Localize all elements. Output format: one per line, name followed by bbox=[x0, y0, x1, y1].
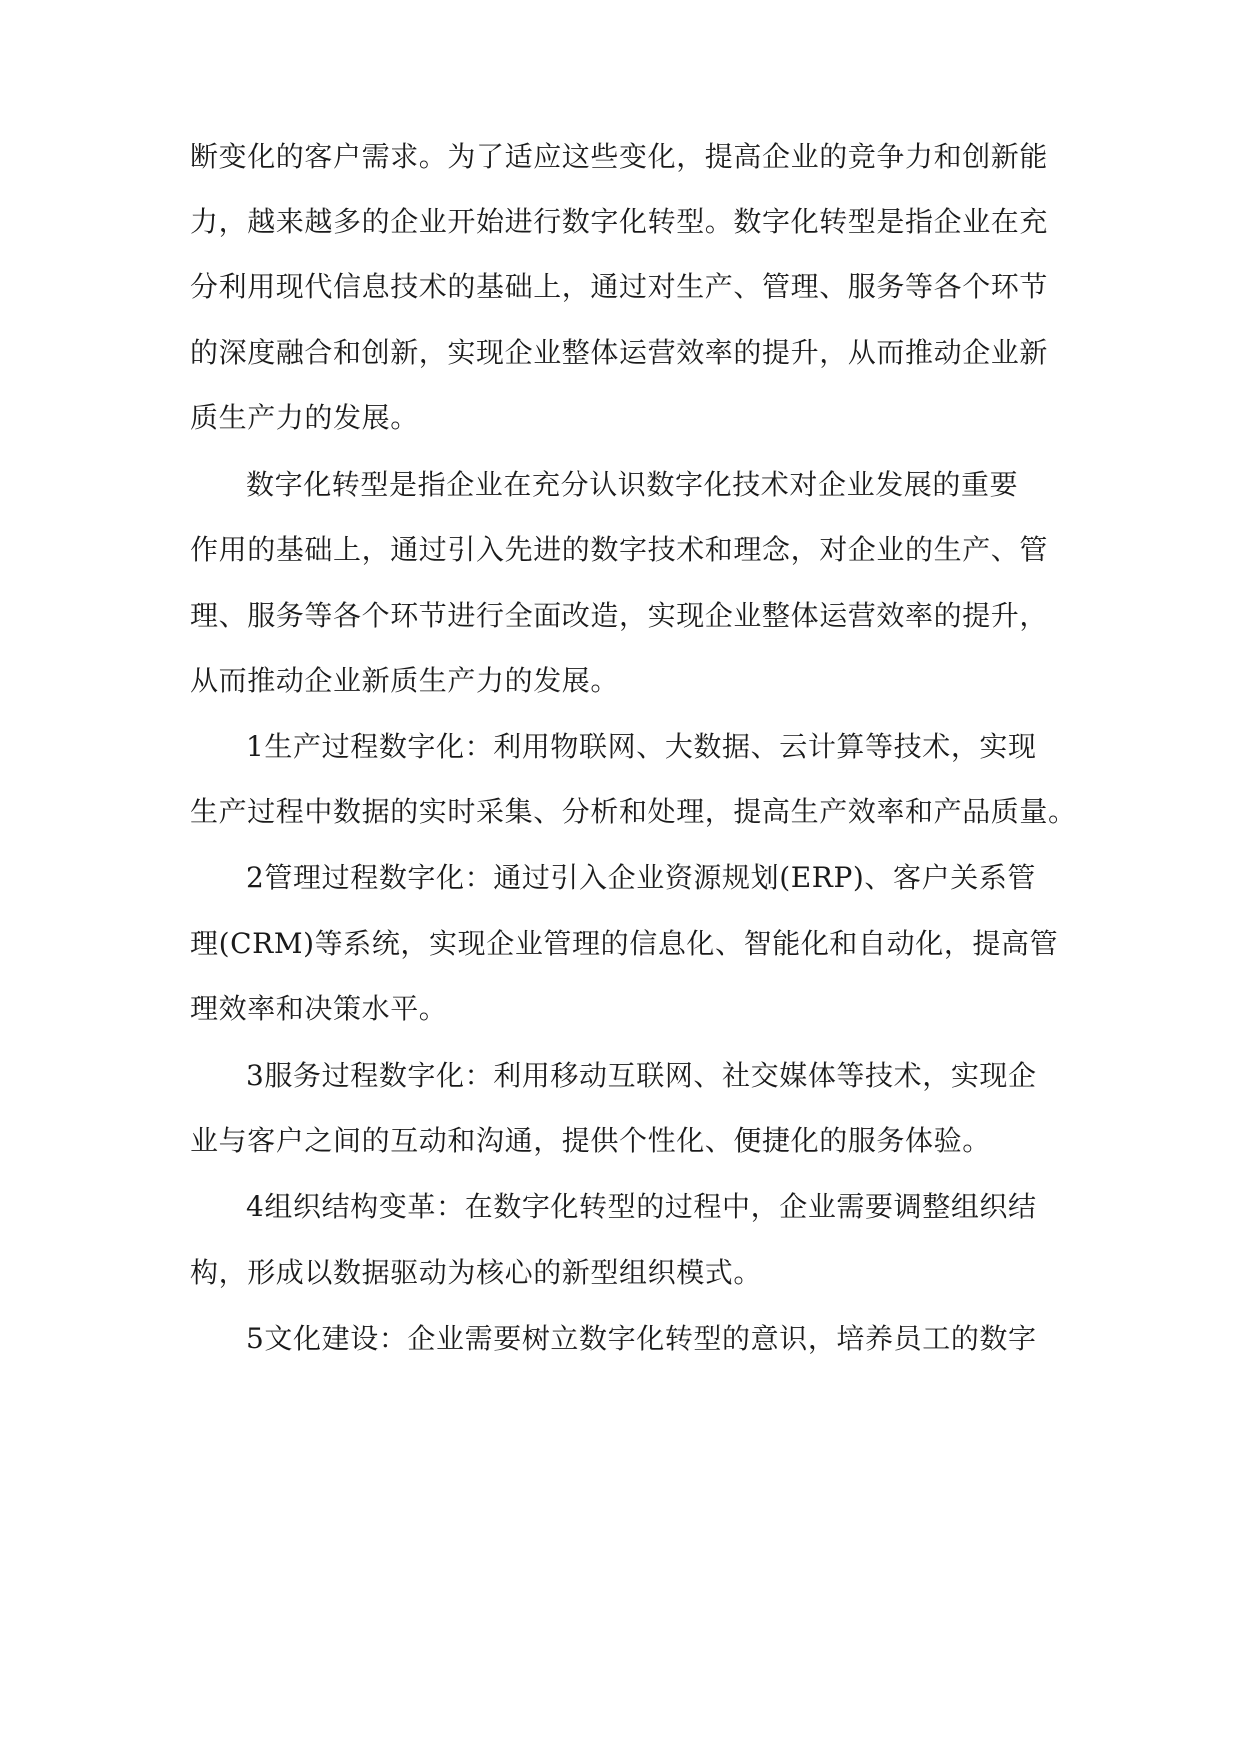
text-line: 的深度融合和创新，实现企业整体运营效率的提升，从而推动企业新 bbox=[190, 336, 1049, 369]
text-line: 质生产力的发展。 bbox=[190, 401, 419, 434]
text-line: 作用的基础上，通过引入先进的数字技术和理念，对企业的生产、管 bbox=[190, 533, 1049, 566]
text-line: 从而推动企业新质生产力的发展。 bbox=[190, 664, 620, 697]
text-line: 构，形成以数据驱动为核心的新型组织模式。 bbox=[190, 1256, 763, 1289]
text-line: 数字化转型是指企业在充分认识数字化技术对企业发展的重要 bbox=[246, 468, 1019, 501]
text-line: 业与客户之间的互动和沟通，提供个性化、便捷化的服务体验。 bbox=[190, 1124, 991, 1157]
text-line: 4组织结构变革：在数字化转型的过程中，企业需要调整组织结 bbox=[246, 1190, 1037, 1223]
text-line: 理效率和决策水平。 bbox=[190, 992, 448, 1025]
text-line: 3服务过程数字化：利用移动互联网、社交媒体等技术，实现企 bbox=[246, 1059, 1037, 1092]
text-line: 理、服务等各个环节进行全面改造，实现企业整体运营效率的提升， bbox=[190, 599, 1049, 632]
text-line: 5文化建设：企业需要树立数字化转型的意识，培养员工的数字 bbox=[246, 1322, 1037, 1355]
text-line: 力，越来越多的企业开始进行数字化转型。数字化转型是指企业在充 bbox=[190, 205, 1049, 238]
text-line: 断变化的客户需求。为了适应这些变化，提高企业的竞争力和创新能 bbox=[190, 140, 1049, 173]
text-line: 分利用现代信息技术的基础上，通过对生产、管理、服务等各个环节 bbox=[190, 270, 1049, 303]
text-line: 2管理过程数字化：通过引入企业资源规划(ERP)、客户关系管 bbox=[246, 861, 1037, 894]
text-line: 理(CRM)等系统，实现企业管理的信息化、智能化和自动化，提高管 bbox=[190, 927, 1059, 960]
text-line: 1生产过程数字化：利用物联网、大数据、云计算等技术，实现 bbox=[246, 730, 1037, 763]
text-line: 生产过程中数据的实时采集、分析和处理，提高生产效率和产品质量。 bbox=[190, 795, 1077, 828]
